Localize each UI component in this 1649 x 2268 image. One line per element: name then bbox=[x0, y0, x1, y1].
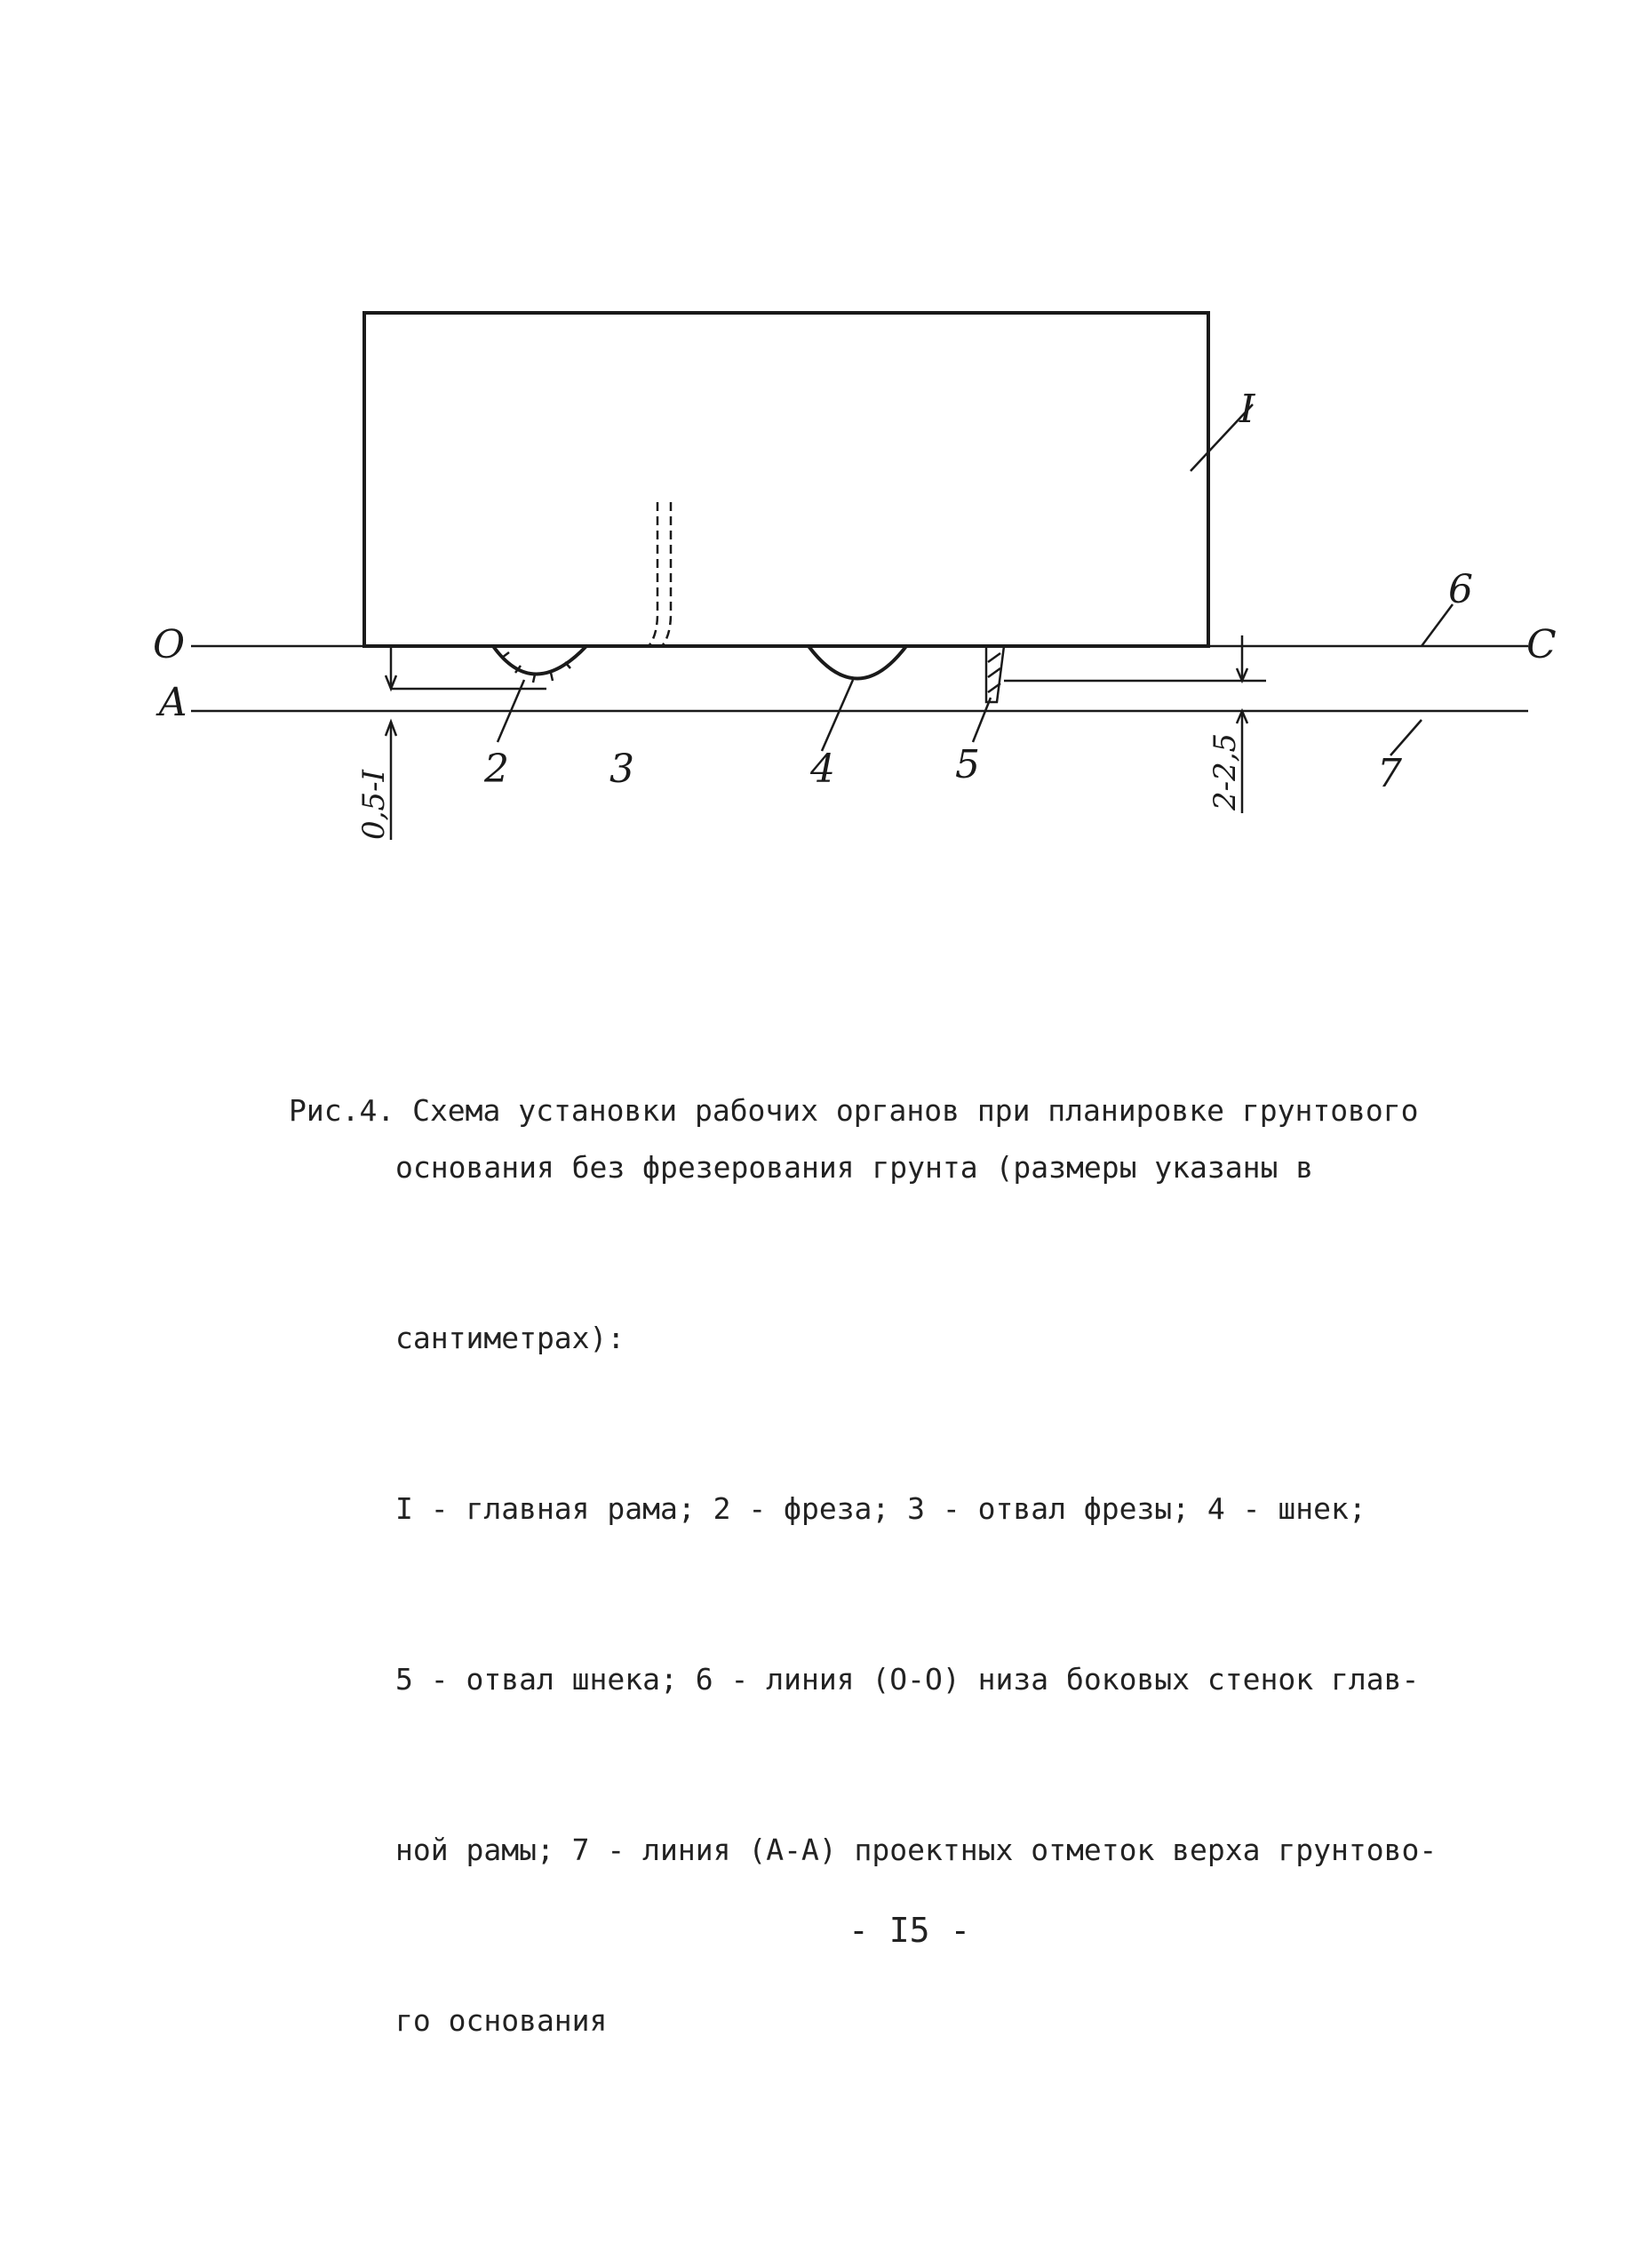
callout-4: 4 bbox=[810, 747, 835, 792]
caption-legend-line-1: I - главная рама; 2 - фреза; 3 - отвал фрезы; 4 - шнек; bbox=[395, 1491, 1366, 1526]
callout-2: 2 bbox=[484, 747, 509, 792]
callout-7: 7 bbox=[1377, 751, 1402, 796]
caption-legend-line-3: ной рамы; 7 - линия (А-А) проектных отметок верха грунтово- bbox=[395, 1833, 1438, 1867]
caption-legend-line-2: 5 - отвал шнека; 6 - линия (О-О) низа боковых стенок глав- bbox=[395, 1662, 1420, 1697]
dim-label-left: 0,5-I bbox=[356, 770, 392, 840]
callout-3: 3 bbox=[609, 747, 634, 792]
callout-6: 6 bbox=[1448, 567, 1473, 612]
caption-title-line-1: Рис.4. Схема установки рабочих органов при планировке грунтового bbox=[289, 1093, 1419, 1128]
cutter-shape bbox=[493, 646, 586, 675]
leader-7 bbox=[1390, 720, 1422, 755]
callout-1: I bbox=[1239, 387, 1255, 432]
cutter-blade bbox=[649, 502, 657, 646]
dim-label-right: 2-2,5 bbox=[1207, 732, 1243, 811]
cutter-blade-inner bbox=[662, 502, 671, 646]
callout-5: 5 bbox=[955, 742, 980, 787]
caption-legend-line-4: го основания bbox=[395, 2003, 608, 2038]
label-c-right: С bbox=[1526, 622, 1557, 667]
caption-title-line-2: основания без фрезерования грунта (размеры указаны в bbox=[395, 1150, 1314, 1185]
working-bodies-scheme-figure bbox=[0, 0, 1649, 889]
auger-blade bbox=[986, 646, 1004, 702]
caption-title-line-3: сантиметрах): bbox=[395, 1321, 625, 1355]
page-number: - I5 - bbox=[848, 1911, 971, 1950]
leader-5 bbox=[973, 698, 991, 742]
main-frame-rect bbox=[364, 313, 1208, 646]
label-a-left: А bbox=[158, 680, 188, 725]
figure-caption-body bbox=[395, 1026, 1437, 2163]
auger-shape bbox=[809, 646, 906, 679]
label-o-left: О bbox=[153, 622, 186, 667]
leader-4 bbox=[822, 680, 853, 751]
